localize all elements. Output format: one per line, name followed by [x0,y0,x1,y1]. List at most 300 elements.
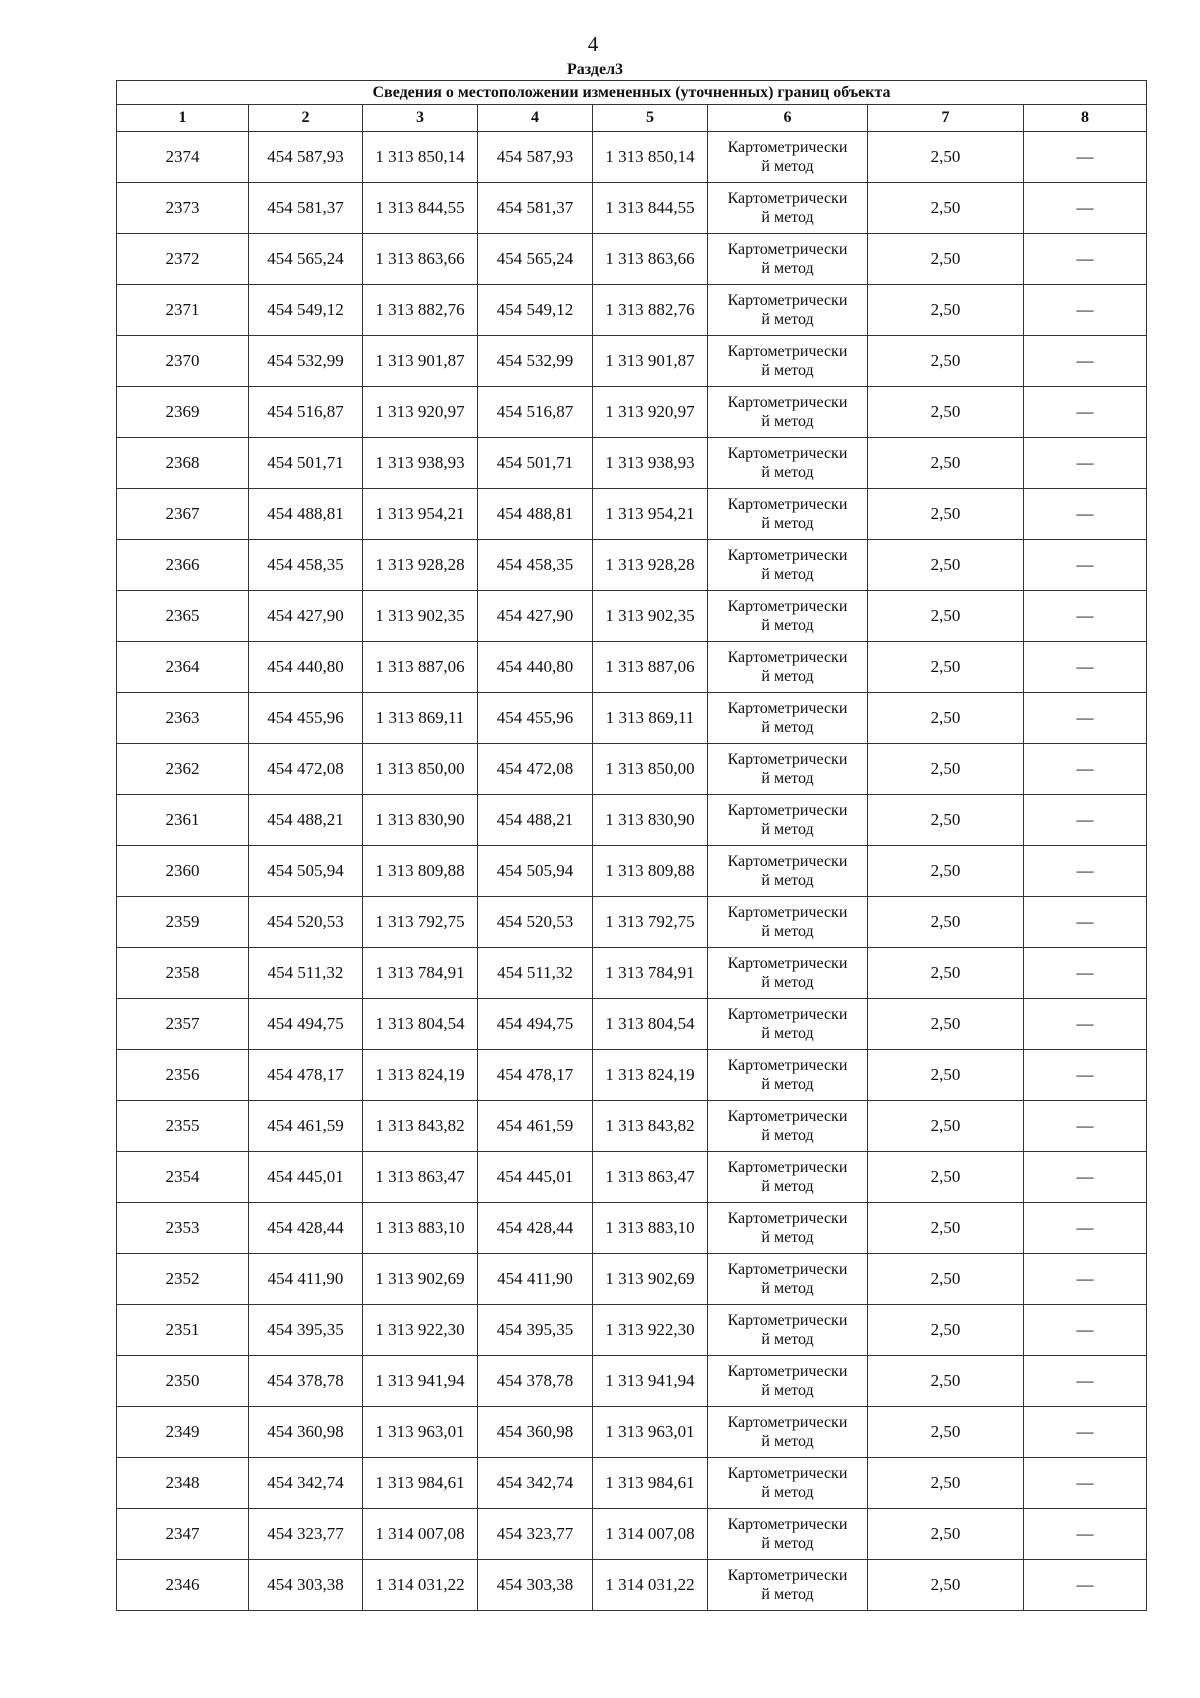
table-row [117,1356,1147,1407]
method-cell [708,948,868,999]
y-coordinate-cell: 1 313 928,28 [363,540,478,591]
point-number-cell: 2351 [117,1305,249,1356]
new-y-coordinate-cell: 1 313 922,30 [593,1305,708,1356]
x-coordinate-cell: 454 461,59 [249,1101,363,1152]
note-cell: — [1024,285,1147,336]
method-line-2: й метод [761,668,814,685]
method-line-2: й метод [761,311,814,328]
point-number-cell: 2356 [117,1050,249,1101]
x-coordinate-cell: 454 445,01 [249,1152,363,1203]
note-cell: — [1024,1458,1147,1509]
new-x-coordinate-cell: 454 395,35 [478,1305,593,1356]
method-line-1: Картометрически [727,802,848,819]
point-number-cell: 2355 [117,1101,249,1152]
note-cell: — [1024,1101,1147,1152]
y-coordinate-cell: 1 314 031,22 [363,1560,478,1611]
method-line-1: Картометрически [727,1159,848,1176]
y-coordinate-cell: 1 313 830,90 [363,795,478,846]
method-line-1: Картометрически [727,139,848,156]
y-coordinate-cell: 1 313 920,97 [363,387,478,438]
method-cell [708,795,868,846]
table-row [117,1305,1147,1356]
method-line-1: Картометрически [727,1465,848,1482]
method-line-2: й метод [761,1586,814,1603]
method-line-2: й метод [761,1280,814,1297]
method-line-2: й метод [761,617,814,634]
x-coordinate-cell: 454 303,38 [249,1560,363,1611]
accuracy-cell: 2,50 [868,642,1024,693]
method-cell [708,1305,868,1356]
new-y-coordinate-cell: 1 313 850,14 [593,132,708,183]
method-cell [708,1560,868,1611]
new-y-coordinate-cell: 1 313 920,97 [593,387,708,438]
table-row [117,540,1147,591]
x-coordinate-cell: 454 360,98 [249,1407,363,1458]
accuracy-cell: 2,50 [868,1458,1024,1509]
new-y-coordinate-cell: 1 313 887,06 [593,642,708,693]
table-row [117,1254,1147,1305]
accuracy-cell: 2,50 [868,693,1024,744]
point-number-cell: 2369 [117,387,249,438]
note-cell: — [1024,540,1147,591]
x-coordinate-cell: 454 501,71 [249,438,363,489]
table-row [117,183,1147,234]
method-cell [708,336,868,387]
y-coordinate-cell: 1 313 963,01 [363,1407,478,1458]
x-coordinate-cell: 454 505,94 [249,846,363,897]
note-cell: — [1024,795,1147,846]
new-x-coordinate-cell: 454 472,08 [478,744,593,795]
method-line-2: й метод [761,1076,814,1093]
accuracy-cell: 2,50 [868,1101,1024,1152]
x-coordinate-cell: 454 516,87 [249,387,363,438]
new-x-coordinate-cell: 454 458,35 [478,540,593,591]
column-number: 5 [593,105,708,132]
point-number-cell: 2358 [117,948,249,999]
column-number: 7 [868,105,1024,132]
x-coordinate-cell: 454 428,44 [249,1203,363,1254]
note-cell: — [1024,489,1147,540]
method-line-2: й метод [761,1025,814,1042]
point-number-cell: 2361 [117,795,249,846]
new-y-coordinate-cell: 1 313 863,47 [593,1152,708,1203]
y-coordinate-cell: 1 313 844,55 [363,183,478,234]
accuracy-cell: 2,50 [868,744,1024,795]
point-number-cell: 2365 [117,591,249,642]
method-line-1: Картометрически [727,1312,848,1329]
point-number-cell: 2373 [117,183,249,234]
method-cell [708,285,868,336]
method-line-1: Картометрически [727,190,848,207]
note-cell: — [1024,693,1147,744]
point-number-cell: 2360 [117,846,249,897]
accuracy-cell: 2,50 [868,336,1024,387]
method-cell [708,897,868,948]
y-coordinate-cell: 1 313 863,47 [363,1152,478,1203]
new-y-coordinate-cell: 1 313 882,76 [593,285,708,336]
new-x-coordinate-cell: 454 360,98 [478,1407,593,1458]
y-coordinate-cell: 1 313 804,54 [363,999,478,1050]
y-coordinate-cell: 1 313 863,66 [363,234,478,285]
y-coordinate-cell: 1 313 902,35 [363,591,478,642]
table-row [117,132,1147,183]
note-cell: — [1024,183,1147,234]
accuracy-cell: 2,50 [868,1356,1024,1407]
column-number: 6 [708,105,868,132]
new-x-coordinate-cell: 454 440,80 [478,642,593,693]
x-coordinate-cell: 454 455,96 [249,693,363,744]
new-y-coordinate-cell: 1 313 843,82 [593,1101,708,1152]
table-row [117,642,1147,693]
x-coordinate-cell: 454 488,21 [249,795,363,846]
y-coordinate-cell: 1 313 792,75 [363,897,478,948]
method-cell [708,234,868,285]
x-coordinate-cell: 454 342,74 [249,1458,363,1509]
x-coordinate-cell: 454 532,99 [249,336,363,387]
method-cell [708,132,868,183]
point-number-cell: 2350 [117,1356,249,1407]
new-y-coordinate-cell: 1 313 938,93 [593,438,708,489]
accuracy-cell: 2,50 [868,1203,1024,1254]
new-y-coordinate-cell: 1 313 984,61 [593,1458,708,1509]
new-x-coordinate-cell: 454 520,53 [478,897,593,948]
method-line-2: й метод [761,1433,814,1450]
y-coordinate-cell: 1 313 869,11 [363,693,478,744]
method-line-2: й метод [761,362,814,379]
x-coordinate-cell: 454 549,12 [249,285,363,336]
note-cell: — [1024,999,1147,1050]
method-line-2: й метод [761,1484,814,1501]
new-x-coordinate-cell: 454 488,81 [478,489,593,540]
point-number-cell: 2368 [117,438,249,489]
note-cell: — [1024,1509,1147,1560]
x-coordinate-cell: 454 323,77 [249,1509,363,1560]
note-cell: — [1024,744,1147,795]
accuracy-cell: 2,50 [868,846,1024,897]
method-cell [708,846,868,897]
accuracy-cell: 2,50 [868,438,1024,489]
accuracy-cell: 2,50 [868,234,1024,285]
method-line-2: й метод [761,158,814,175]
method-line-1: Картометрически [727,1516,848,1533]
point-number-cell: 2352 [117,1254,249,1305]
accuracy-cell: 2,50 [868,1407,1024,1458]
point-number-cell: 2357 [117,999,249,1050]
table-row [117,948,1147,999]
method-cell [708,540,868,591]
note-cell: — [1024,132,1147,183]
method-cell [708,1203,868,1254]
table-row [117,1203,1147,1254]
table-row [117,1152,1147,1203]
y-coordinate-cell: 1 313 809,88 [363,846,478,897]
method-cell [708,744,868,795]
x-coordinate-cell: 454 488,81 [249,489,363,540]
y-coordinate-cell: 1 313 843,82 [363,1101,478,1152]
x-coordinate-cell: 454 478,17 [249,1050,363,1101]
new-y-coordinate-cell: 1 313 941,94 [593,1356,708,1407]
column-number: 8 [1024,105,1147,132]
table-row [117,234,1147,285]
table-row [117,285,1147,336]
new-x-coordinate-cell: 454 342,74 [478,1458,593,1509]
x-coordinate-cell: 454 395,35 [249,1305,363,1356]
note-cell: — [1024,1407,1147,1458]
method-line-1: Картометрически [727,1414,848,1431]
y-coordinate-cell: 1 313 850,14 [363,132,478,183]
point-number-cell: 2367 [117,489,249,540]
method-line-2: й метод [761,923,814,940]
point-number-cell: 2349 [117,1407,249,1458]
new-x-coordinate-cell: 454 494,75 [478,999,593,1050]
new-x-coordinate-cell: 454 428,44 [478,1203,593,1254]
new-x-coordinate-cell: 454 303,38 [478,1560,593,1611]
accuracy-cell: 2,50 [868,1152,1024,1203]
method-line-2: й метод [761,413,814,430]
y-coordinate-cell: 1 313 901,87 [363,336,478,387]
method-line-1: Картометрически [727,1261,848,1278]
table-row [117,795,1147,846]
y-coordinate-cell: 1 313 954,21 [363,489,478,540]
section-title: Раздел3 [566,61,624,78]
method-line-1: Картометрически [727,1567,848,1584]
y-coordinate-cell: 1 313 883,10 [363,1203,478,1254]
method-line-2: й метод [761,515,814,532]
point-number-cell: 2347 [117,1509,249,1560]
method-line-2: й метод [761,821,814,838]
method-line-1: Картометрически [727,547,848,564]
new-y-coordinate-cell: 1 313 883,10 [593,1203,708,1254]
point-number-cell: 2353 [117,1203,249,1254]
x-coordinate-cell: 454 520,53 [249,897,363,948]
point-number-cell: 2354 [117,1152,249,1203]
new-y-coordinate-cell: 1 313 784,91 [593,948,708,999]
method-cell [708,387,868,438]
new-x-coordinate-cell: 454 427,90 [478,591,593,642]
y-coordinate-cell: 1 313 902,69 [363,1254,478,1305]
table-row [117,1509,1147,1560]
method-line-1: Картометрически [727,700,848,717]
table-row [117,1560,1147,1611]
y-coordinate-cell: 1 314 007,08 [363,1509,478,1560]
column-number-row [117,105,1147,132]
y-coordinate-cell: 1 313 882,76 [363,285,478,336]
x-coordinate-cell: 454 440,80 [249,642,363,693]
accuracy-cell: 2,50 [868,540,1024,591]
accuracy-cell: 2,50 [868,1560,1024,1611]
accuracy-cell: 2,50 [868,387,1024,438]
new-x-coordinate-cell: 454 511,32 [478,948,593,999]
new-y-coordinate-cell: 1 313 830,90 [593,795,708,846]
point-number-cell: 2366 [117,540,249,591]
accuracy-cell: 2,50 [868,591,1024,642]
note-cell: — [1024,591,1147,642]
table-row [117,1101,1147,1152]
method-line-2: й метод [761,1229,814,1246]
method-line-2: й метод [761,260,814,277]
method-line-1: Картометрически [727,394,848,411]
table-row [117,387,1147,438]
new-y-coordinate-cell: 1 313 928,28 [593,540,708,591]
method-line-1: Картометрически [727,904,848,921]
method-line-1: Картометрически [727,598,848,615]
new-x-coordinate-cell: 454 488,21 [478,795,593,846]
x-coordinate-cell: 454 581,37 [249,183,363,234]
accuracy-cell: 2,50 [868,795,1024,846]
column-number: 2 [249,105,363,132]
method-line-2: й метод [761,974,814,991]
table-row [117,1050,1147,1101]
note-cell: — [1024,438,1147,489]
y-coordinate-cell: 1 313 784,91 [363,948,478,999]
method-cell [708,1254,868,1305]
method-line-1: Картометрически [727,496,848,513]
column-number: 4 [478,105,593,132]
new-x-coordinate-cell: 454 461,59 [478,1101,593,1152]
new-y-coordinate-cell: 1 314 007,08 [593,1509,708,1560]
new-y-coordinate-cell: 1 313 954,21 [593,489,708,540]
method-line-2: й метод [761,1127,814,1144]
new-x-coordinate-cell: 454 532,99 [478,336,593,387]
y-coordinate-cell: 1 313 824,19 [363,1050,478,1101]
method-line-2: й метод [761,872,814,889]
x-coordinate-cell: 454 494,75 [249,999,363,1050]
new-x-coordinate-cell: 454 549,12 [478,285,593,336]
method-cell [708,489,868,540]
new-x-coordinate-cell: 454 378,78 [478,1356,593,1407]
accuracy-cell: 2,50 [868,489,1024,540]
method-line-2: й метод [761,1331,814,1348]
new-y-coordinate-cell: 1 313 963,01 [593,1407,708,1458]
x-coordinate-cell: 454 378,78 [249,1356,363,1407]
note-cell: — [1024,642,1147,693]
method-cell [708,693,868,744]
x-coordinate-cell: 454 427,90 [249,591,363,642]
method-cell [708,1101,868,1152]
method-cell [708,183,868,234]
new-x-coordinate-cell: 454 478,17 [478,1050,593,1101]
note-cell: — [1024,1560,1147,1611]
y-coordinate-cell: 1 313 941,94 [363,1356,478,1407]
new-x-coordinate-cell: 454 516,87 [478,387,593,438]
accuracy-cell: 2,50 [868,132,1024,183]
table-row [117,1407,1147,1458]
new-x-coordinate-cell: 454 581,37 [478,183,593,234]
method-line-2: й метод [761,209,814,226]
table-row [117,897,1147,948]
method-line-2: й метод [761,1178,814,1195]
x-coordinate-cell: 454 587,93 [249,132,363,183]
note-cell: — [1024,336,1147,387]
method-line-1: Картометрически [727,241,848,258]
note-cell: — [1024,1254,1147,1305]
x-coordinate-cell: 454 565,24 [249,234,363,285]
method-cell [708,1407,868,1458]
note-cell: — [1024,387,1147,438]
accuracy-cell: 2,50 [868,897,1024,948]
coordinates-table [116,80,1147,1611]
new-y-coordinate-cell: 1 313 901,87 [593,336,708,387]
accuracy-cell: 2,50 [868,1509,1024,1560]
new-x-coordinate-cell: 454 411,90 [478,1254,593,1305]
table-row [117,846,1147,897]
note-cell: — [1024,1152,1147,1203]
new-y-coordinate-cell: 1 313 869,11 [593,693,708,744]
method-line-1: Картометрически [727,1108,848,1125]
method-line-2: й метод [761,719,814,736]
x-coordinate-cell: 454 458,35 [249,540,363,591]
new-y-coordinate-cell: 1 313 850,00 [593,744,708,795]
point-number-cell: 2370 [117,336,249,387]
method-line-1: Картометрически [727,649,848,666]
accuracy-cell: 2,50 [868,1050,1024,1101]
accuracy-cell: 2,50 [868,285,1024,336]
method-cell [708,1152,868,1203]
new-y-coordinate-cell: 1 314 031,22 [593,1560,708,1611]
point-number-cell: 2363 [117,693,249,744]
page-number: 4 [587,32,599,56]
note-cell: — [1024,948,1147,999]
new-x-coordinate-cell: 454 501,71 [478,438,593,489]
method-line-1: Картометрически [727,292,848,309]
column-number: 1 [117,105,249,132]
method-line-2: й метод [761,566,814,583]
method-cell [708,999,868,1050]
table-row [117,744,1147,795]
point-number-cell: 2346 [117,1560,249,1611]
table-title: Сведения о местоположении измененных (уточненных) границ объекта [117,81,1147,105]
new-y-coordinate-cell: 1 313 804,54 [593,999,708,1050]
new-y-coordinate-cell: 1 313 863,66 [593,234,708,285]
method-line-1: Картометрически [727,1363,848,1380]
new-x-coordinate-cell: 454 505,94 [478,846,593,897]
y-coordinate-cell: 1 313 850,00 [363,744,478,795]
method-line-1: Картометрически [727,853,848,870]
new-y-coordinate-cell: 1 313 792,75 [593,897,708,948]
note-cell: — [1024,846,1147,897]
method-cell [708,1458,868,1509]
method-line-1: Картометрически [727,445,848,462]
table-row [117,438,1147,489]
table-row [117,999,1147,1050]
note-cell: — [1024,1203,1147,1254]
x-coordinate-cell: 454 411,90 [249,1254,363,1305]
point-number-cell: 2362 [117,744,249,795]
note-cell: — [1024,234,1147,285]
method-cell [708,438,868,489]
accuracy-cell: 2,50 [868,948,1024,999]
new-y-coordinate-cell: 1 313 824,19 [593,1050,708,1101]
table-row [117,693,1147,744]
note-cell: — [1024,1305,1147,1356]
method-line-1: Картометрически [727,751,848,768]
accuracy-cell: 2,50 [868,1254,1024,1305]
new-x-coordinate-cell: 454 587,93 [478,132,593,183]
new-y-coordinate-cell: 1 313 809,88 [593,846,708,897]
accuracy-cell: 2,50 [868,999,1024,1050]
method-line-2: й метод [761,770,814,787]
accuracy-cell: 2,50 [868,1305,1024,1356]
accuracy-cell: 2,50 [868,183,1024,234]
note-cell: — [1024,897,1147,948]
column-number: 3 [363,105,478,132]
method-line-1: Картометрически [727,343,848,360]
table-body [117,132,1147,1611]
method-cell [708,1050,868,1101]
new-y-coordinate-cell: 1 313 844,55 [593,183,708,234]
new-x-coordinate-cell: 454 565,24 [478,234,593,285]
note-cell: — [1024,1050,1147,1101]
